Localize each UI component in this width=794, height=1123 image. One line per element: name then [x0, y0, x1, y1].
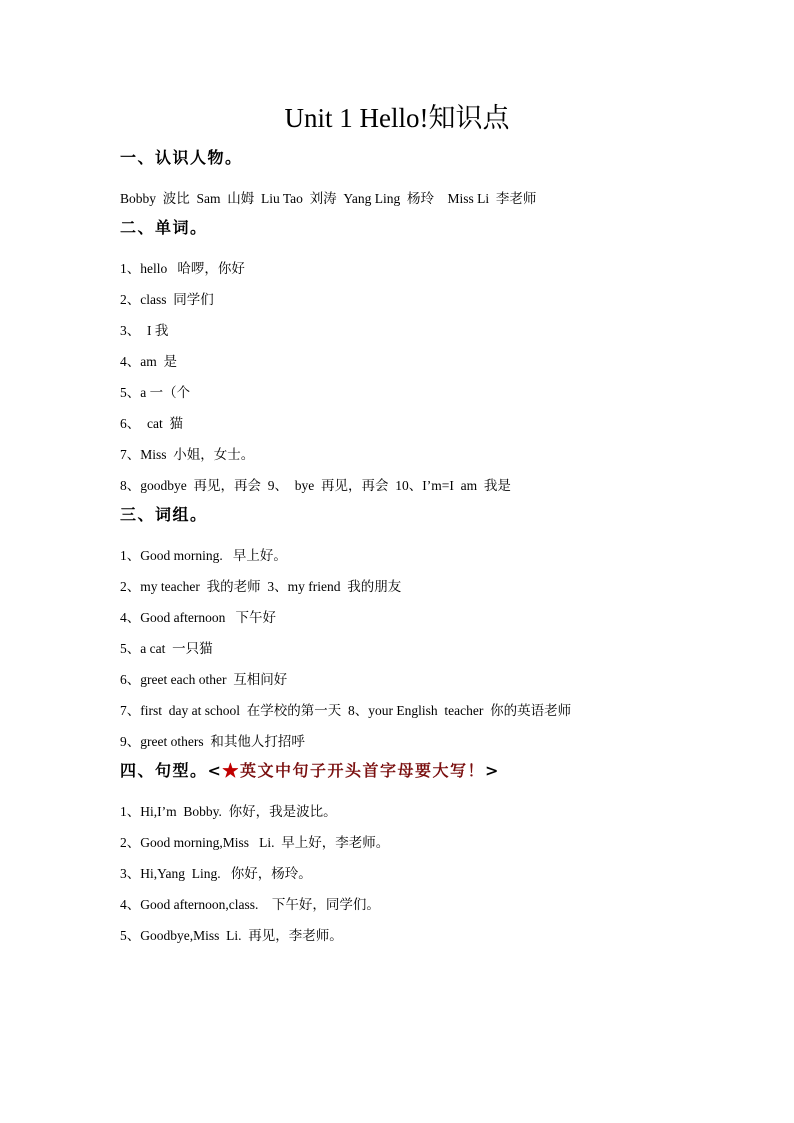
phrase-item: 9、greet others 和其他人打招呼: [120, 734, 305, 749]
word-item: 5、a 一（个: [120, 385, 191, 400]
capitalization-note: 英文中句子开头首字母要大写！: [239, 761, 485, 780]
word-item: 4、am 是: [120, 354, 177, 369]
word-item: 6、 cat 猫: [120, 416, 183, 431]
document-body: [120, 146, 760, 951]
section-heading-phrases: 三、词组。: [120, 505, 208, 524]
sentence-item: 1、Hi,I’m Bobby. 你好，我是波比。: [120, 804, 337, 819]
word-item: 2、class 同学们: [120, 292, 214, 307]
characters-line: Bobby 波比 Sam 山姆 Liu Tao 刘涛 Yang Ling 杨玲 Miss Li 李老师: [120, 191, 537, 206]
sentence-item: 3、Hi,Yang Ling. 你好，杨玲。: [120, 866, 312, 881]
phrase-item: 6、greet each other 互相问好: [120, 672, 288, 687]
word-item: 8、goodbye 再见，再会 9、 bye 再见，再会 10、I’m=I am 我是: [120, 478, 511, 493]
page-title: Unit 1 Hello!知识点: [284, 103, 510, 133]
word-item: 3、 I 我: [120, 323, 169, 338]
phrase-item: 7、first day at school 在学校的第一天 8、your English teacher 你的英语老师: [120, 703, 572, 718]
sentence-item: 2、Good morning,Miss Li. 早上好，李老师。: [120, 835, 390, 850]
phrase-item: 1、Good morning. 早上好。: [120, 548, 287, 563]
note-open-bracket: <: [207, 761, 223, 780]
phrase-item: 4、Good afternoon 下午好: [120, 610, 276, 625]
section-heading-characters: 一、认识人物。: [120, 148, 243, 167]
phrase-item: 5、a cat 一只猫: [120, 641, 213, 656]
section-heading-sentences: [120, 759, 760, 783]
phrase-item: 2、my teacher 我的老师 3、my friend 我的朋友: [120, 579, 402, 594]
section-heading-words: 二、单词。: [120, 218, 208, 237]
sentence-item: 5、Goodbye,Miss Li. 再见，李老师。: [120, 928, 343, 943]
note-close-bracket: >: [484, 761, 500, 780]
word-item: 7、Miss 小姐，女士。: [120, 447, 255, 462]
word-item: 1、hello 哈啰，你好: [120, 261, 245, 276]
sentences-heading-text: 四、句型。: [120, 761, 208, 780]
sentence-item: 4、Good afternoon,class. 下午好，同学们。: [120, 897, 380, 912]
star-icon: ★: [222, 761, 240, 780]
